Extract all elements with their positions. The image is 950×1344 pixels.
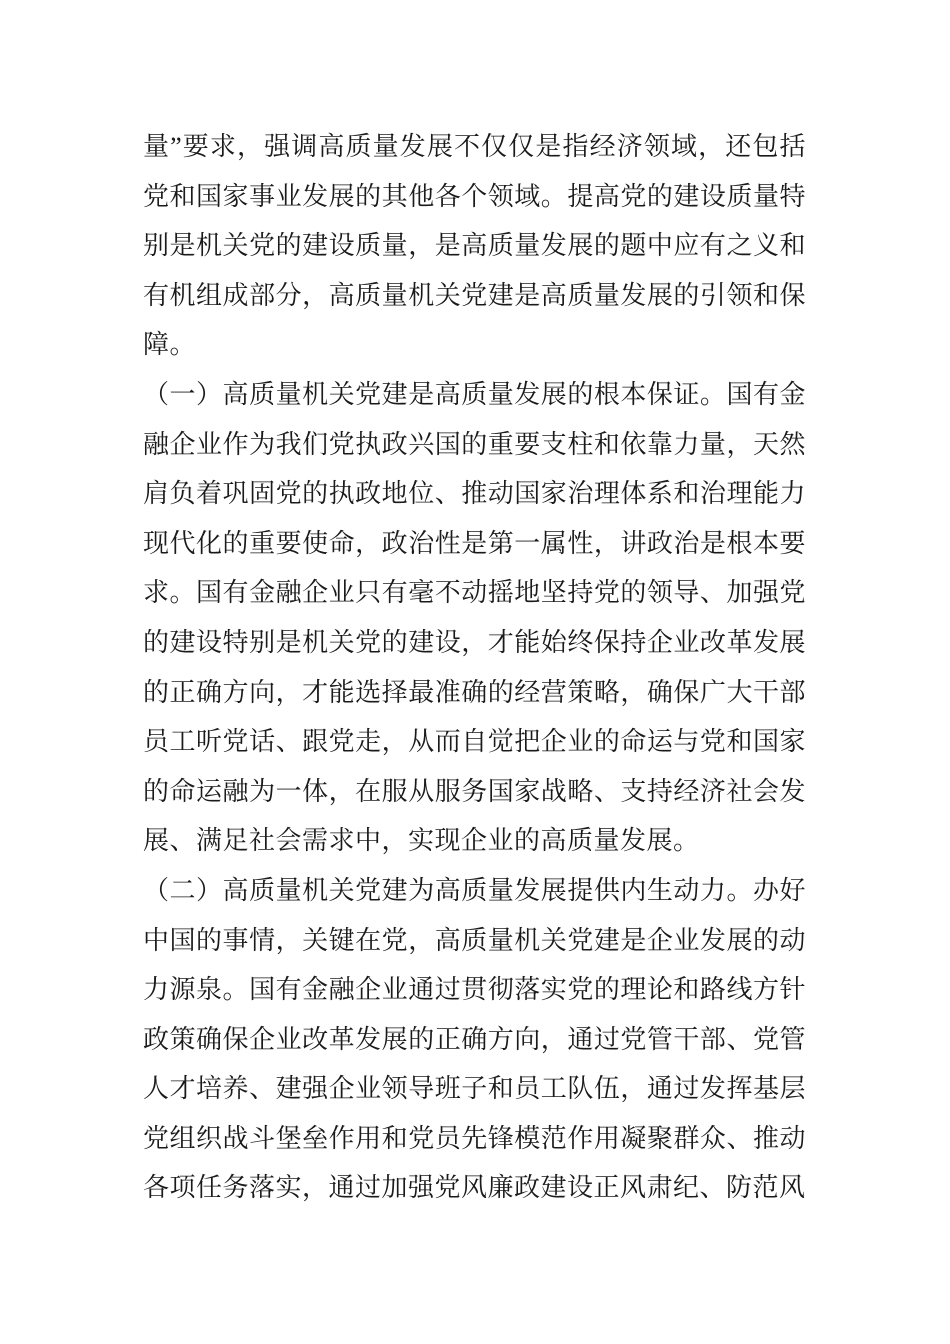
paragraph-continuation: 量”要求，强调高质量发展不仅仅是指经济领域，还包括党和国家事业发展的其他各个领域。提高党的建设质量特别是机关党的建设质量，是高质量发展的题中应有之义和有机组成部分，高质量机关党建是高质量发展的引领和保障。	[143, 132, 806, 360]
paragraph-point-two: （二）高质量机关党建为高质量发展提供内生动力。办好中国的事情，关键在党，高质量机关党建是企业发展的动力源泉。国有金融企业通过贯彻落实党的理论和路线方针政策确保企业改革发展的正确方向，通过党管干部、党管人才培养、建强企业领导班子和员工队伍，通过发挥基层党组织战斗堡垒作用和党员先锋模范作用凝聚群众、推动各项任务落实，通过加强党风廉政建设正风肃纪、防范风	[143, 875, 806, 1203]
paragraph-point-one: （一）高质量机关党建是高质量发展的根本保证。国有金融企业作为我们党执政兴国的重要支柱和依靠力量，天然肩负着巩固党的执政地位、推动国家治理体系和治理能力现代化的重要使命，政治性是第一属性，讲政治是根本要求。国有金融企业只有毫不动摇地坚持党的领导、加强党的建设特别是机关党的建设，才能始终保持企业改革发展的正确方向，才能选择最准确的经营策略，确保广大干部员工听党话、跟党走，从而自觉把企业的命运与党和国家的命运融为一体，在服从服务国家战略、支持经济社会发展、满足社会需求中，实现企业的高质量发展。	[143, 379, 806, 856]
